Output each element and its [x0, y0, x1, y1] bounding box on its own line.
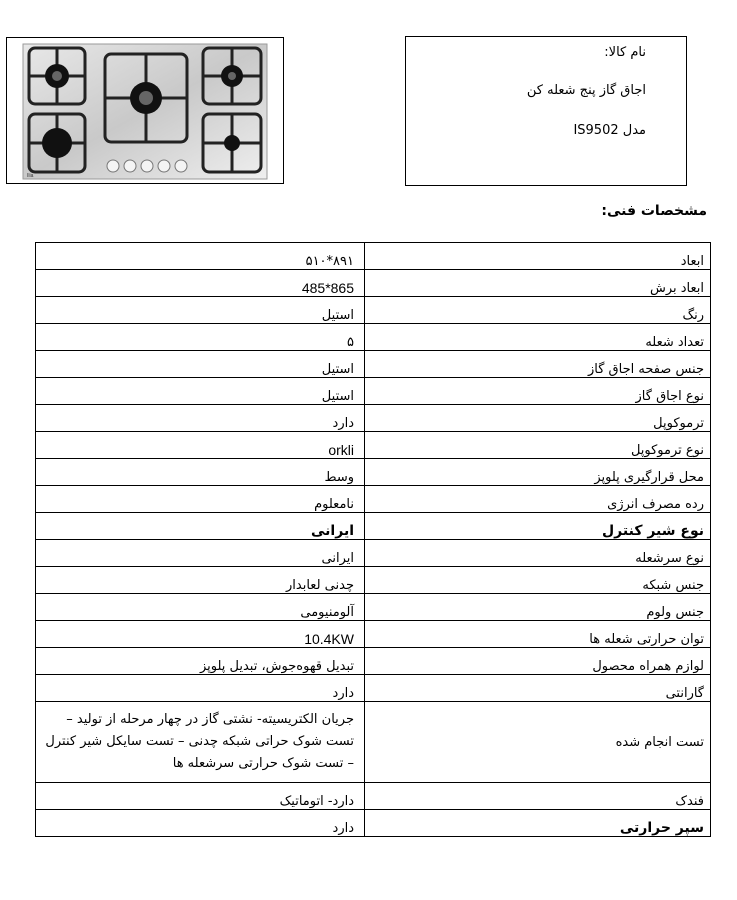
spec-label: ترموکوپل	[365, 405, 711, 432]
spec-label: توان حرارتی شعله ها	[365, 621, 711, 648]
table-row	[36, 486, 711, 513]
table-row	[36, 675, 711, 702]
spec-value: استیل	[36, 297, 365, 324]
table-row	[36, 594, 711, 621]
spec-label: گارانتی	[365, 675, 711, 702]
spec-value: دارد- اتوماتیک	[36, 783, 365, 810]
spec-value: دارد	[36, 675, 365, 702]
table-row	[36, 378, 711, 405]
table-row	[36, 702, 711, 783]
spec-label: تعداد شعله	[365, 324, 711, 351]
spec-label: رده مصرف انرژی	[365, 486, 711, 513]
spec-label: سپر حرارتی	[365, 810, 711, 837]
spec-label: نوع شیر کنترل	[365, 513, 711, 540]
spec-label: ابعاد	[365, 243, 711, 270]
table-row	[36, 351, 711, 378]
table-row	[36, 405, 711, 432]
spec-value: ۸۹۱*۵۱۰	[36, 243, 365, 270]
spec-label: لوازم همراه محصول	[365, 648, 711, 675]
spec-value: دارد	[36, 405, 365, 432]
table-row	[36, 810, 711, 837]
product-model: مدل IS9502	[573, 123, 646, 138]
table-row	[36, 459, 711, 486]
spec-value: تبدیل قهوه‌جوش، تبدیل پلوپز	[36, 648, 365, 675]
table-row	[36, 243, 711, 270]
spec-value: orkli	[36, 432, 365, 459]
spec-value: نامعلوم	[36, 486, 365, 513]
spec-value: 865*485	[36, 270, 365, 297]
spec-value: استیل	[36, 351, 365, 378]
table-row	[36, 567, 711, 594]
table-row	[36, 621, 711, 648]
spec-value: وسط	[36, 459, 365, 486]
spec-value: ایرانی	[36, 513, 365, 540]
spec-value: چدنی لعابدار	[36, 567, 365, 594]
spec-value: ۵	[36, 324, 365, 351]
table-row	[36, 270, 711, 297]
table-row	[36, 432, 711, 459]
product-name-label: نام کالا:	[604, 45, 646, 60]
spec-value: ایرانی	[36, 540, 365, 567]
table-row	[36, 324, 711, 351]
spec-label: محل قرارگیری پلوپز	[365, 459, 711, 486]
product-photo	[6, 37, 284, 184]
specs-table	[35, 242, 711, 837]
spec-value: آلومنیومی	[36, 594, 365, 621]
spec-label: نوع ترموکوپل	[365, 432, 711, 459]
brand-mark: Ilia	[27, 173, 34, 179]
product-name: اجاق گاز پنج شعله کن	[526, 83, 646, 98]
spec-label: جنس شبکه	[365, 567, 711, 594]
table-row	[36, 783, 711, 810]
spec-label: جنس ولوم	[365, 594, 711, 621]
spec-value: استیل	[36, 378, 365, 405]
spec-value: دارد	[36, 810, 365, 837]
spec-label: جنس صفحه اجاق گاز	[365, 351, 711, 378]
section-title: مشخصات فنی:	[601, 203, 707, 219]
spec-value: 10.4KW	[36, 621, 365, 648]
spec-label: فندک	[365, 783, 711, 810]
spec-value: جریان الکتریسیته- نشتی گاز در چهار مرحله از تولید – تست شوک حراتی شبکه چدنی – تست سایکل شیر کنترل – تست شوک حرارتی سرشعله ها	[36, 702, 365, 783]
spec-label: نوع سرشعله	[365, 540, 711, 567]
table-row	[36, 540, 711, 567]
spec-label: تست انجام شده	[365, 702, 711, 783]
spec-label: نوع اجاق گاز	[365, 378, 711, 405]
table-row	[36, 513, 711, 540]
spec-label: ابعاد برش	[365, 270, 711, 297]
spec-label: رنگ	[365, 297, 711, 324]
table-row	[36, 648, 711, 675]
product-info-box	[405, 36, 687, 186]
table-row	[36, 297, 711, 324]
gas-hob-illustration	[7, 38, 283, 183]
